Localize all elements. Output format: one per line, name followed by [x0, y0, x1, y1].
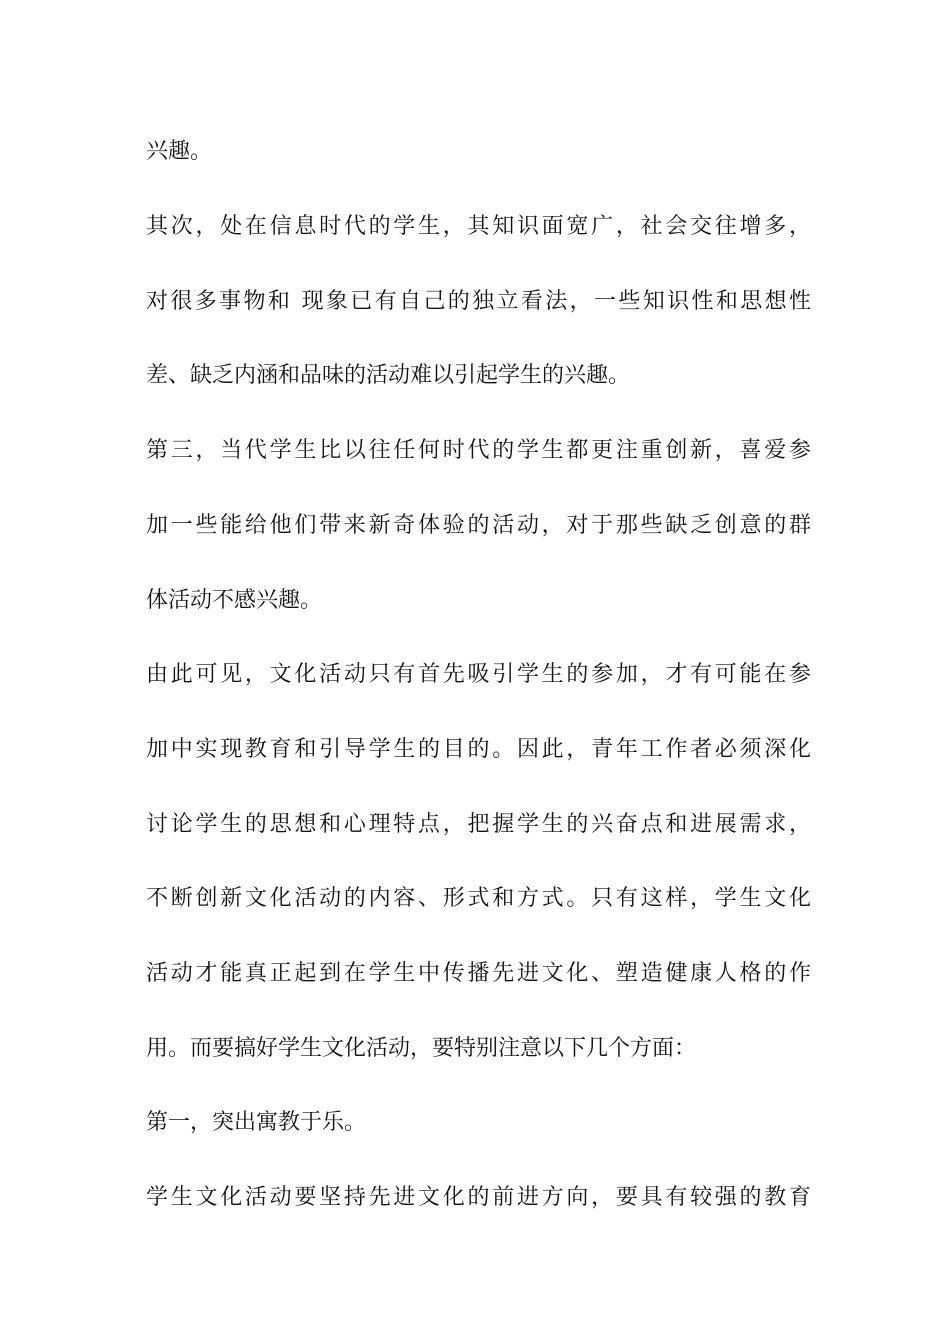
text-line: 由此可见，文化活动只有首先吸引学生的参加，才有可能在参 [146, 662, 811, 687]
text-line: 活动才能真正起到在学生中传播先进文化、塑造健康人格的作 [146, 961, 811, 986]
text-line: 对很多事物和 现象已有自己的独立看法，一些知识性和思想性 [146, 289, 811, 314]
text-line: 加中实现教育和引导学生的目的。因此，青年工作者必须深化 [146, 737, 811, 762]
text-line: 讨论学生的思想和心理特点，把握学生的兴奋点和进展需求， [146, 812, 811, 837]
text-line: 第三，当代学生比以往任何时代的学生都更注重创新，喜爱参 [146, 438, 811, 463]
text-line: 差、缺乏内涵和品味的活动难以引起学生的兴趣。 [146, 363, 631, 388]
text-line: 用。而要搞好学生文化活动，要特别注意以下几个方面： [146, 1036, 697, 1061]
text-line: 加一些能给他们带来新奇体验的活动，对于那些缺乏创意的群 [146, 513, 811, 538]
text-line: 第一，突出寓教于乐。 [146, 1110, 367, 1135]
text-line: 其次，处在信息时代的学生，其知识面宽广，社会交往增多， [146, 214, 811, 239]
text-line: 学生文化活动要坚持先进文化的前进方向，要具有较强的教育 [146, 1185, 811, 1210]
text-line: 兴趣。 [146, 139, 213, 164]
text-line: 体活动不感兴趣。 [146, 588, 323, 613]
text-line: 不断创新文化活动的内容、形式和方式。只有这样，学生文化 [146, 886, 811, 911]
